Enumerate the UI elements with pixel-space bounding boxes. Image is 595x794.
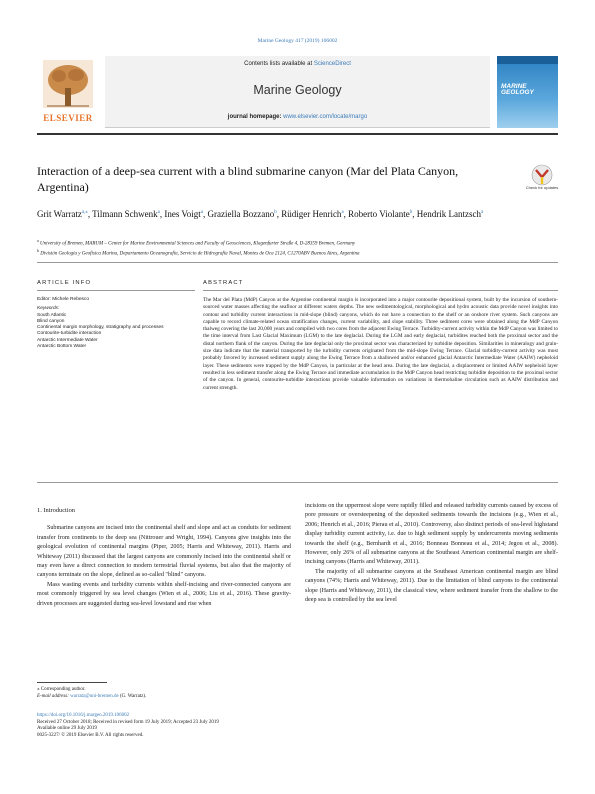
author-name: Grit Warratz: [37, 209, 82, 219]
author: [37, 209, 88, 219]
elsevier-logo: [37, 58, 99, 126]
journal-cover: [497, 56, 558, 128]
introduction-heading: 1. Introduction: [37, 507, 75, 514]
affiliation-a-text: University of Bremen, MARUM – Center for Marine Environmental Sciences and Faculty of Geosciences, Klagenfurter Straße 4, D-28359 Bremen, Germany: [40, 241, 356, 247]
sciencedirect-link[interactable]: ScienceDirect: [313, 61, 351, 67]
abstract-bottom-rule: [37, 482, 558, 483]
body-column-right: [305, 502, 558, 605]
cover-title: MARINE GEOLOGY: [501, 83, 534, 96]
intro-paragraph-1: Submarine canyons are incised into the continental shelf and slope and act as conduits for sediment transfer from continents to the deep sea (Nittrouer and Wright, 1994). Canyons give insights into the geological evolution of continental margins (Piper, 2005; Harris and Whiteway, 2011). Harris and Whiteway (2011) discussed that the largest canyons are commonly incised into the continental shelf or may even have a direct connection to modern terrestrial fluvial systems, but also that the majority of canyons terminate on the slope, defined as so-called "blind" canyons.: [37, 525, 291, 579]
author-name: Rüdiger Henrich: [281, 209, 342, 219]
author-affiliation-sup[interactable]: b: [274, 210, 277, 215]
author: [207, 209, 276, 219]
issn-copyright: 0025-3227/ © 2019 Elsevier B.V. All rights reserved.: [37, 732, 144, 738]
author-name: Roberto Violante: [348, 209, 410, 219]
homepage-line: [105, 114, 490, 120]
keyword: Contourite-turbidite interaction: [37, 331, 102, 337]
journal-title: Marine Geology: [253, 83, 342, 97]
publisher-name: ELSEVIER: [43, 113, 93, 123]
keyword: Antarctic Bottom Water: [37, 344, 87, 350]
author-affiliation-sup[interactable]: a,⁎: [81, 210, 88, 215]
affiliation-a-sup: a: [37, 238, 39, 243]
author: [417, 209, 483, 219]
email-label: E-mail address:: [37, 694, 71, 699]
contents-prefix: Contents lists available at: [244, 61, 314, 67]
contents-line: [105, 61, 490, 67]
author-name: Ines Voigt: [164, 209, 201, 219]
available-online: Available online 29 July 2019: [37, 726, 97, 732]
footnote-rule: [37, 682, 107, 683]
crossmark-icon[interactable]: [526, 164, 558, 196]
elsevier-tree-icon: [43, 60, 93, 108]
author-name: Hendrik Lantzsch: [416, 209, 481, 219]
journal-banner: [37, 56, 558, 128]
abstract-text: The Mar del Plata (MdP) Canyon at the Argentine continental margin is incorporated into a major contourite depositional system, built by the incursion of southern-sourced water masses affecting the seafloor at different waters depths. The new sedimentological, morphological and hydro acoustic data provide novel insights into contour and turbidity current interactions in mid-slope (blind) canyons, which do not have a connection to the shelf or an onshore river system. Such canyons are capable to record climate-related ocean stratification changes, current variability, and slope stability. Three sediment cores were obtained along the MdP Canyon thalweg covering the last 20,000 years and compiled with two cores from the adjacent Ewing Terrace. Turbidity-current activity within the MdP Canyon was limited to the time interval from Last Glacial Maximum (LGM) to the late deglacial. During the LGM and early deglacial, turbidites reached both the proximal sector and the distal northern flank of the canyon. During the late deglacial only the proximal sector was characterized by turbidite deposition. Similarities in mineralogy and grain-size data indicate that the material transported by the turbidity currents originated from the mid-slope Ewing Terrace. Glacial turbidity-current activity was most probably favored by increased sediment supply along the Ewing Terrace from a shallowed and/or enhanced glacial Antarctic Intermediate Water (AAIW) nepheloid layer. These sediments were trapped by the MdP Canyon, in particular at the head area. During the late deglacial, a displacement or limited AAIW nepheloid layer resulted in less sediment transfer along the Ewing Terrace and immediate accumulation in the MdP Canyon head restricting turbidite deposition to the proximal sector of the canyon. In general, contourite-turbidite interactions provide valuable information on variations in thermohaline circulation such as AAIW distribution and current strength.: [203, 297, 558, 391]
affiliation-b-sup: b: [37, 248, 39, 253]
author-affiliation-sup[interactable]: a: [341, 210, 344, 215]
affiliation-b-text: División Geología y Geofísica Marina, Departamento Oceanografía, Servicio de Hidrografía Naval, Montes de Oca 2124, C1270ABV Buenos Aires, Argentina: [40, 251, 360, 257]
intro-paragraph-2-cont: incisions on the uppermost slope were rapidly filled and released turbidity currents caused by excess of pore pressure or oversteepening of the deposited sediments towards the incisions (e.g., Wien et al., 2006; Henrich et al., 2016; Pierau et al., 2010). Controversy, also distinct periods of sea-level highstand display turbidity current activity, i.e. due to high sediment supply by undercurrents moving sediments towards the shelf (e.g., Bernhardt et al., 2016; Bonneau Bonneau et al., 2014; Jegou et al., 2008). However, only 26% of all submarine canyons at the Southeast American continental margin are shelf-incising canyons (Harris and Whiteway, 2011).: [305, 503, 558, 566]
abstract-rule: [203, 290, 558, 291]
section-divider: [37, 262, 558, 263]
cover-strip: [497, 56, 558, 64]
homepage-link[interactable]: www.elsevier.com/locate/margo: [283, 114, 368, 120]
keyword-list: [37, 313, 195, 351]
received-dates: Received 27 October 2018; Received in revised form 19 July 2019; Accepted 23 July 2019: [37, 719, 219, 725]
keywords-title: Keywords:: [37, 306, 60, 312]
keyword: Continental margin morphology, stratigraphy and processes: [37, 325, 164, 331]
corresponding-author: ⁎ Corresponding author.: [37, 687, 86, 692]
article-info-rule: [37, 290, 195, 291]
author-name: Tilmann Schwenk: [92, 209, 158, 219]
editor: Editor: Michele Rebesco: [37, 297, 89, 302]
author-affiliation-sup[interactable]: a: [157, 210, 160, 215]
email-line: [37, 693, 291, 700]
publication-info: [37, 713, 437, 739]
author-affiliation-sup[interactable]: b: [409, 210, 413, 215]
article-info-heading: ARTICLE INFO: [37, 280, 92, 286]
body-column-left: [37, 506, 291, 609]
intro-paragraph-2: Mass wasting events and turbidity currents within shelf-incising and river-connected canyons are most commonly triggered by sea level changes (Wien et al., 2006; Liu et al., 2016). These gravity-driven processes are suggested during sea-level lowstand and rise when: [37, 581, 291, 607]
banner-center: [105, 56, 490, 128]
footnote: [37, 686, 291, 700]
homepage-prefix: journal homepage:: [227, 114, 284, 120]
author-name: Graziella Bozzano: [207, 209, 275, 219]
header-rule: [37, 133, 558, 135]
author-affiliation-sup[interactable]: a: [480, 210, 484, 215]
affiliation-a: [37, 238, 558, 247]
keyword: Blind canyon: [37, 318, 65, 324]
doi-link[interactable]: https://doi.org/10.1016/j.margeo.2019.106002: [37, 713, 130, 718]
journal-reference[interactable]: Marine Geology 417 (2019) 106002: [257, 38, 338, 44]
intro-paragraph-3: The majority of all submarine canyons at the Southeast American continental margin are blind canyons (74%; Harris and Whiteway, 2011). Due to the limitation of blind canyons to the continental slope (Harris and Whiteway, 2011), the classical view, where sediment transfer from the shallow to the deep sea is controlled by the sea level: [305, 568, 558, 604]
author-affiliation-sup[interactable]: a: [200, 210, 203, 215]
author: [92, 209, 160, 219]
author: [281, 209, 343, 219]
keyword: Antarctic Intermediate Water: [37, 337, 98, 343]
author: [348, 209, 412, 219]
article-title: Interaction of a deep-sea current with a blind submarine canyon (Mar del Plata Canyon, Argentina): [37, 164, 459, 194]
crossmark-label[interactable]: Check for updates: [525, 185, 559, 190]
affiliation-b: [37, 248, 558, 257]
email-suffix: (G. Warratz).: [118, 694, 147, 699]
abstract-heading: ABSTRACT: [203, 280, 244, 286]
article-info: [37, 297, 195, 350]
author: [164, 209, 203, 219]
keyword: South Atlantic: [37, 312, 67, 318]
email-link[interactable]: warratz@uni-bremen.de: [70, 694, 119, 699]
author-list: Grit Warratz$^{a,⁎}$, Tilmann Schwenk$^a$, Ines Voigt$^a$, Graziella Bozzano$^b$, Rüdiger Henrich$^a$, Roberto Violante$^b$, Hendrik Lantzsch$^a$: [37, 209, 484, 219]
